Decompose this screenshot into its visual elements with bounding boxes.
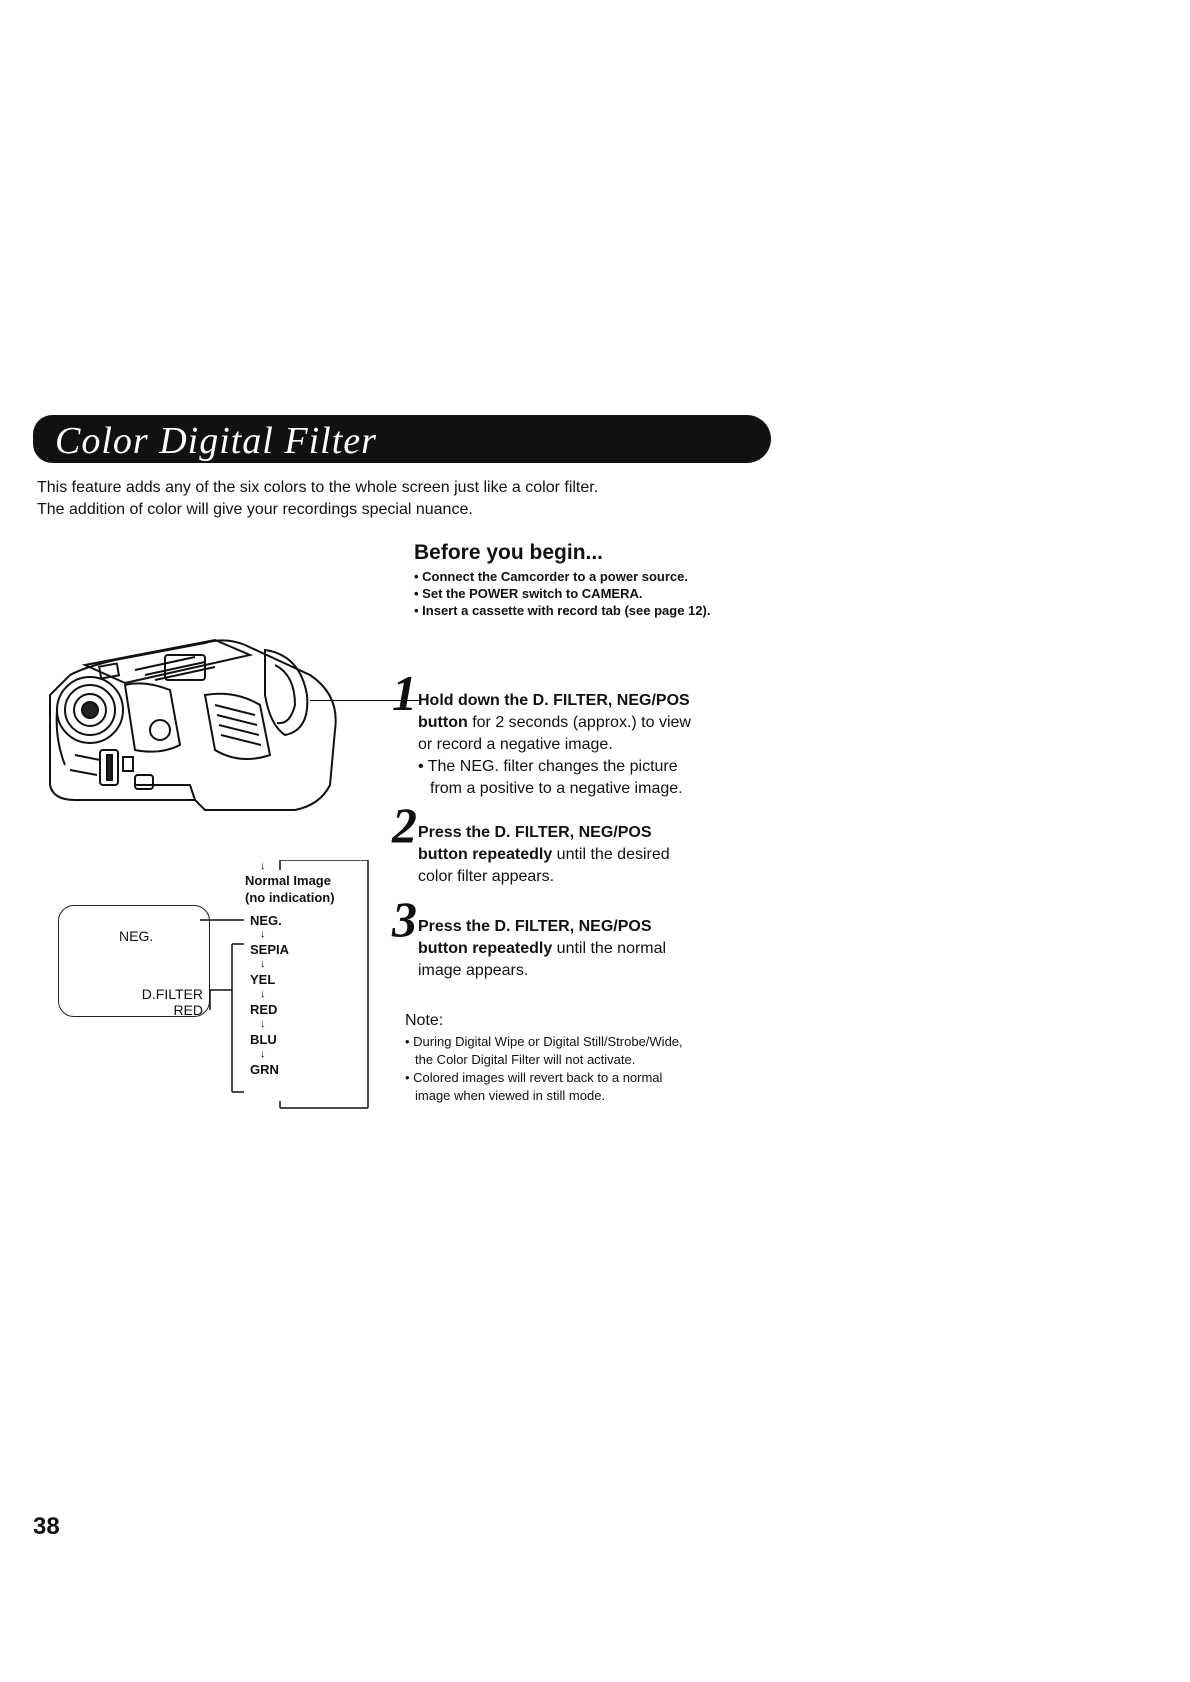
sequence-item-sepia: SEPIA — [250, 942, 290, 957]
step-number: 1 — [392, 665, 417, 721]
intro-line-2: The addition of color will give your recordings special nuance. — [37, 501, 473, 518]
step-heading: Press the D. FILTER, NEG/POS — [418, 918, 652, 935]
sequence-item-grn: GRN — [250, 1062, 279, 1077]
step-bold-text: button repeatedly — [418, 940, 553, 957]
before-you-begin-title: Before you begin... — [414, 541, 604, 564]
sequence-item-neg: NEG. — [250, 913, 282, 928]
step-text: until the normal — [552, 940, 667, 957]
step-bold-text: button — [418, 714, 468, 731]
no-indication-label: (no indication) — [245, 890, 335, 905]
step-heading: Press the D. FILTER, NEG/POS — [418, 824, 652, 841]
step-text: image appears. — [418, 962, 529, 979]
step-text: for 2 seconds (approx.) to view — [467, 714, 691, 731]
section-title: Color Digital Filter — [55, 420, 377, 462]
step-number: 2 — [392, 797, 417, 853]
step-heading: Hold down the D. FILTER, NEG/POS — [418, 692, 690, 709]
before-you-begin-list — [414, 568, 710, 619]
viewfinder-screen — [58, 905, 210, 1017]
step-text: or record a negative image. — [418, 736, 613, 753]
note-list — [405, 1033, 683, 1105]
note-title: Note: — [405, 1012, 444, 1029]
normal-image-label: Normal Image — [245, 873, 331, 888]
step-3 — [392, 891, 667, 982]
step-number: 3 — [392, 891, 417, 947]
dfilter-label: D.FILTER — [141, 986, 203, 1002]
camcorder-illustration — [45, 635, 387, 867]
arrow-down-icon: ↓ — [260, 928, 266, 940]
before-item: • Set the POWER switch to CAMERA. — [414, 586, 643, 601]
step-bold-text: button repeatedly — [418, 846, 553, 863]
screen-dfilter-indicator — [142, 986, 203, 1018]
note-item-cont: the Color Digital Filter will not activate. — [415, 1052, 636, 1067]
arrow-down-icon: ↓ — [260, 860, 266, 872]
arrow-down-icon: ↓ — [260, 1048, 266, 1060]
screen-neg-indicator: NEG. — [119, 928, 154, 944]
dfilter-red-label: RED — [173, 1002, 203, 1018]
step-1 — [392, 665, 691, 800]
intro-text — [37, 477, 598, 521]
step-text: color filter appears. — [418, 868, 555, 885]
note-item-cont: image when viewed in still mode. — [415, 1088, 606, 1103]
arrow-down-icon: ↓ — [260, 988, 266, 1000]
before-item: • Connect the Camcorder to a power source. — [414, 569, 688, 584]
sequence-item-red: RED — [250, 1002, 278, 1017]
intro-line-1: This feature adds any of the six colors to the whole screen just like a color filter. — [37, 479, 599, 496]
filter-sequence-diagram — [200, 860, 380, 1110]
step-2 — [392, 797, 670, 888]
arrow-down-icon: ↓ — [260, 958, 266, 970]
sequence-item-yel: YEL — [250, 972, 276, 987]
step-bullet: • The NEG. filter changes the picture — [418, 758, 678, 775]
page-number: 38 — [33, 1513, 60, 1540]
arrow-down-icon: ↓ — [260, 1018, 266, 1030]
note-item: • Colored images will revert back to a normal — [405, 1070, 663, 1085]
step-bullet-cont: from a positive to a negative image. — [430, 780, 683, 797]
section-title-bar — [33, 415, 771, 463]
note-item: • During Digital Wipe or Digital Still/Strobe/Wide, — [405, 1034, 683, 1049]
sequence-item-blu: BLU — [250, 1032, 277, 1047]
step-text: until the desired — [552, 846, 670, 863]
before-item: • Insert a cassette with record tab (see page 12). — [414, 603, 711, 618]
